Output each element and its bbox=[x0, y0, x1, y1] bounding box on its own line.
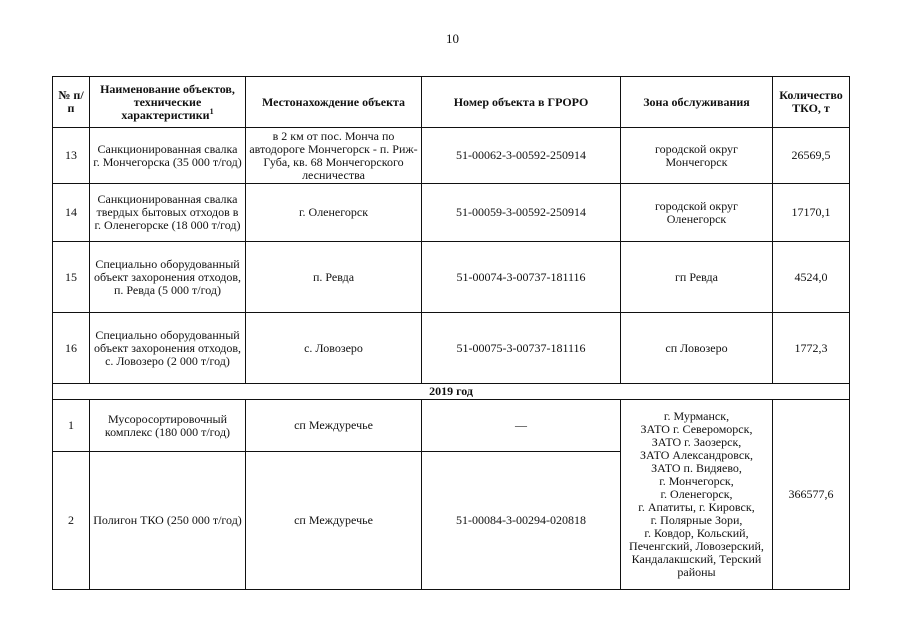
cell-groro: 51-00074-3-00737-181116 bbox=[422, 242, 621, 313]
cell-name: Специально оборудованный объект захоронения отходов, с. Ловозеро (2 000 т/год) bbox=[90, 313, 246, 384]
cell-name: Мусоросортировочный комплекс (180 000 т/год) bbox=[90, 400, 246, 452]
cell-tko: 26569,5 bbox=[773, 128, 850, 184]
cell-number: 16 bbox=[53, 313, 90, 384]
header-name bbox=[90, 77, 246, 128]
cell-name: Специально оборудованный объект захоронения отходов, п. Ревда (5 000 т/год) bbox=[90, 242, 246, 313]
table-row bbox=[53, 400, 850, 452]
cell-tko: 4524,0 bbox=[773, 242, 850, 313]
cell-zone: городской округ Оленегорск bbox=[621, 184, 773, 242]
cell-groro: — bbox=[422, 400, 621, 452]
page-number: 10 bbox=[446, 31, 459, 46]
cell-zone: городской округ Мончегорск bbox=[621, 128, 773, 184]
cell-zone-shared: г. Мурманск, ЗАТО г. Североморск, ЗАТО г. Заозерск, ЗАТО Александровск, ЗАТО п. Видяево, г. Мончегорск, г. Оленегорск, г. Апатиты, г. Кировск, г. Полярные Зори, г. Ковдор, Кольский, Печенгский, Ловозерский, Кандалакшский, Терский районы bbox=[621, 400, 773, 590]
cell-tko: 1772,3 bbox=[773, 313, 850, 384]
footnote-marker: 1 bbox=[209, 106, 214, 116]
cell-location: сп Междуречье bbox=[246, 400, 422, 452]
cell-location: г. Оленегорск bbox=[246, 184, 422, 242]
cell-number: 2 bbox=[53, 452, 90, 590]
table-row bbox=[53, 128, 850, 184]
cell-location: с. Ловозеро bbox=[246, 313, 422, 384]
year-section-row bbox=[53, 384, 850, 400]
cell-number: 15 bbox=[53, 242, 90, 313]
cell-zone: гп Ревда bbox=[621, 242, 773, 313]
cell-name: Санкционированная свалка твердых бытовых отходов в г. Оленегорске (18 000 т/год) bbox=[90, 184, 246, 242]
waste-objects-table bbox=[52, 76, 850, 590]
cell-name: Санкционированная свалка г. Мончегорска (35 000 т/год) bbox=[90, 128, 246, 184]
cell-location: в 2 км от пос. Монча по автодороге Мончегорск - п. Риж-Губа, кв. 68 Мончегорского лесничества bbox=[246, 128, 422, 184]
header-name-text: Наименование объектов, технические характеристики bbox=[100, 81, 235, 122]
cell-tko-shared: 366577,6 bbox=[773, 400, 850, 590]
table-header-row bbox=[53, 77, 850, 128]
table-row bbox=[53, 313, 850, 384]
header-location: Местонахождение объекта bbox=[246, 77, 422, 128]
cell-number: 1 bbox=[53, 400, 90, 452]
header-zone: Зона обслуживания bbox=[621, 77, 773, 128]
header-number: № п/п bbox=[53, 77, 90, 128]
table-row bbox=[53, 242, 850, 313]
cell-number: 13 bbox=[53, 128, 90, 184]
cell-groro: 51-00075-3-00737-181116 bbox=[422, 313, 621, 384]
cell-groro: 51-00059-3-00592-250914 bbox=[422, 184, 621, 242]
header-tko: Количество ТКО, т bbox=[773, 77, 850, 128]
cell-groro: 51-00062-3-00592-250914 bbox=[422, 128, 621, 184]
year-section-label: 2019 год bbox=[53, 384, 850, 400]
cell-location: сп Междуречье bbox=[246, 452, 422, 590]
header-groro: Номер объекта в ГРОРО bbox=[422, 77, 621, 128]
cell-number: 14 bbox=[53, 184, 90, 242]
cell-location: п. Ревда bbox=[246, 242, 422, 313]
cell-groro: 51-00084-3-00294-020818 bbox=[422, 452, 621, 590]
cell-tko: 17170,1 bbox=[773, 184, 850, 242]
cell-zone: сп Ловозеро bbox=[621, 313, 773, 384]
table-row bbox=[53, 184, 850, 242]
cell-name: Полигон ТКО (250 000 т/год) bbox=[90, 452, 246, 590]
